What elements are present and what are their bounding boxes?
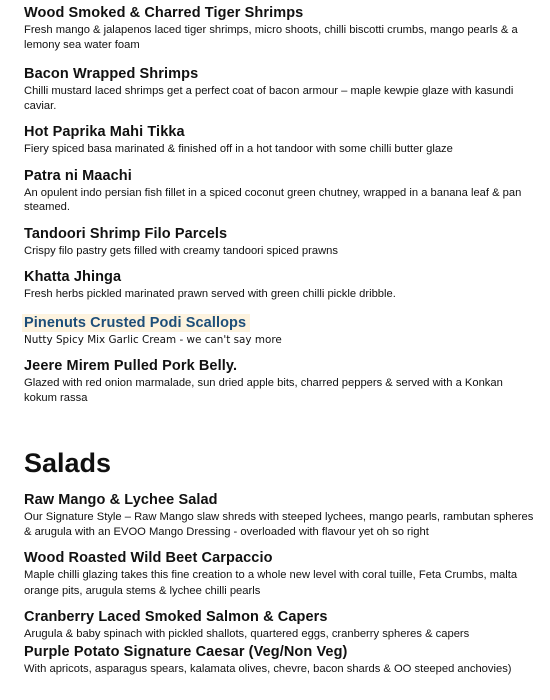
menu-item-tandoori-shrimp-filo-parcels <box>24 225 536 259</box>
item-title: Tandoori Shrimp Filo Parcels <box>24 225 228 242</box>
menu-item-raw-mango-lychee-salad <box>24 491 536 539</box>
item-description: Nutty Spicy Mix Garlic Cream - we can't say more <box>24 333 282 346</box>
item-description: An opulent indo persian fish fillet in a spiced coconut green chutney, wrapped in a banana leaf & pan steamed. <box>24 186 522 213</box>
item-description: With apricots, asparagus spears, kalamata olives, chevre, bacon shards & OO steeped anchovies) <box>24 662 512 675</box>
menu-item-cranberry-smoked-salmon <box>24 608 536 642</box>
menu-item-pinenuts-podi-scallops <box>24 314 536 348</box>
item-description: Maple chilli glazing takes this fine creation to a whole new level with coral tuille, Feta Crumbs, malta <box>24 569 518 581</box>
menu-item-patra-ni-maachi <box>24 167 536 215</box>
menu-page <box>24 4 536 676</box>
item-description: Arugula & baby spinach with pickled shallots, quartered eggs, cranberry spheres & capers <box>24 628 470 640</box>
item-description: Crispy filo pastry gets filled with creamy tandoori spiced prawns <box>24 244 338 257</box>
item-description: Glazed with red onion marmalade, sun dried apple bits, charred peppers & served with a Konkan kokum rassa <box>24 377 503 404</box>
menu-item-hot-paprika-mahi-tikka <box>24 123 536 157</box>
menu-item-bacon-wrapped-shrimps <box>24 65 536 113</box>
item-title: Jeere Mirem Pulled Pork Belly. <box>24 358 238 374</box>
item-description: Fiery spiced basa marinated & finished off in a hot tandoor with some chilli butter glaze <box>24 143 453 155</box>
menu-item-jeere-mirem-pork-belly <box>24 357 536 405</box>
item-title: Wood Roasted Wild Beet Carpaccio <box>24 550 273 566</box>
item-description: Fresh herbs pickled marinated prawn served with green chilli pickle dribble. <box>24 288 396 300</box>
menu-item-khatta-jhinga <box>24 268 536 302</box>
item-title: Bacon Wrapped Shrimps <box>24 66 199 82</box>
menu-item-wild-beet-carpaccio <box>24 549 536 598</box>
item-title: Khatta Jhinga <box>24 269 122 285</box>
item-description: Fresh mango & jalapenos laced tiger shrimps, micro shoots, chilli biscotti crumbs, mango pearls & a lemony sea water foam <box>24 24 518 51</box>
item-title: Cranberry Laced Smoked Salmon & Capers <box>24 609 328 625</box>
item-title: Purple Potato Signature Caesar (Veg/Non Veg) <box>24 643 348 660</box>
item-title: Hot Paprika Mahi Tikka <box>24 124 185 140</box>
item-title-highlighted: Pinenuts Crusted Podi Scallops <box>22 314 250 332</box>
item-title: Patra ni Maachi <box>24 167 132 184</box>
item-title: Raw Mango & Lychee Salad <box>24 492 218 508</box>
item-description: Our Signature Style – Raw Mango slaw shreds with steeped lychees, mango pearls, rambutan spheres & arugula with an EVOO Mango Dressing - overloaded with flavour yet oh so right <box>24 511 534 538</box>
item-description: Chilli mustard laced shrimps get a perfect coat of bacon armour – maple kewpie glaze with kasundi caviar. <box>24 85 514 112</box>
section-heading-salads: Salads <box>24 448 112 478</box>
item-description-continued: orange pits, arugula stems & lychee chilli pearls <box>24 584 261 597</box>
item-title: Wood Smoked & Charred Tiger Shrimps <box>24 5 304 21</box>
menu-item-wood-smoked-shrimps <box>24 4 536 52</box>
menu-item-purple-potato-caesar <box>24 643 536 677</box>
